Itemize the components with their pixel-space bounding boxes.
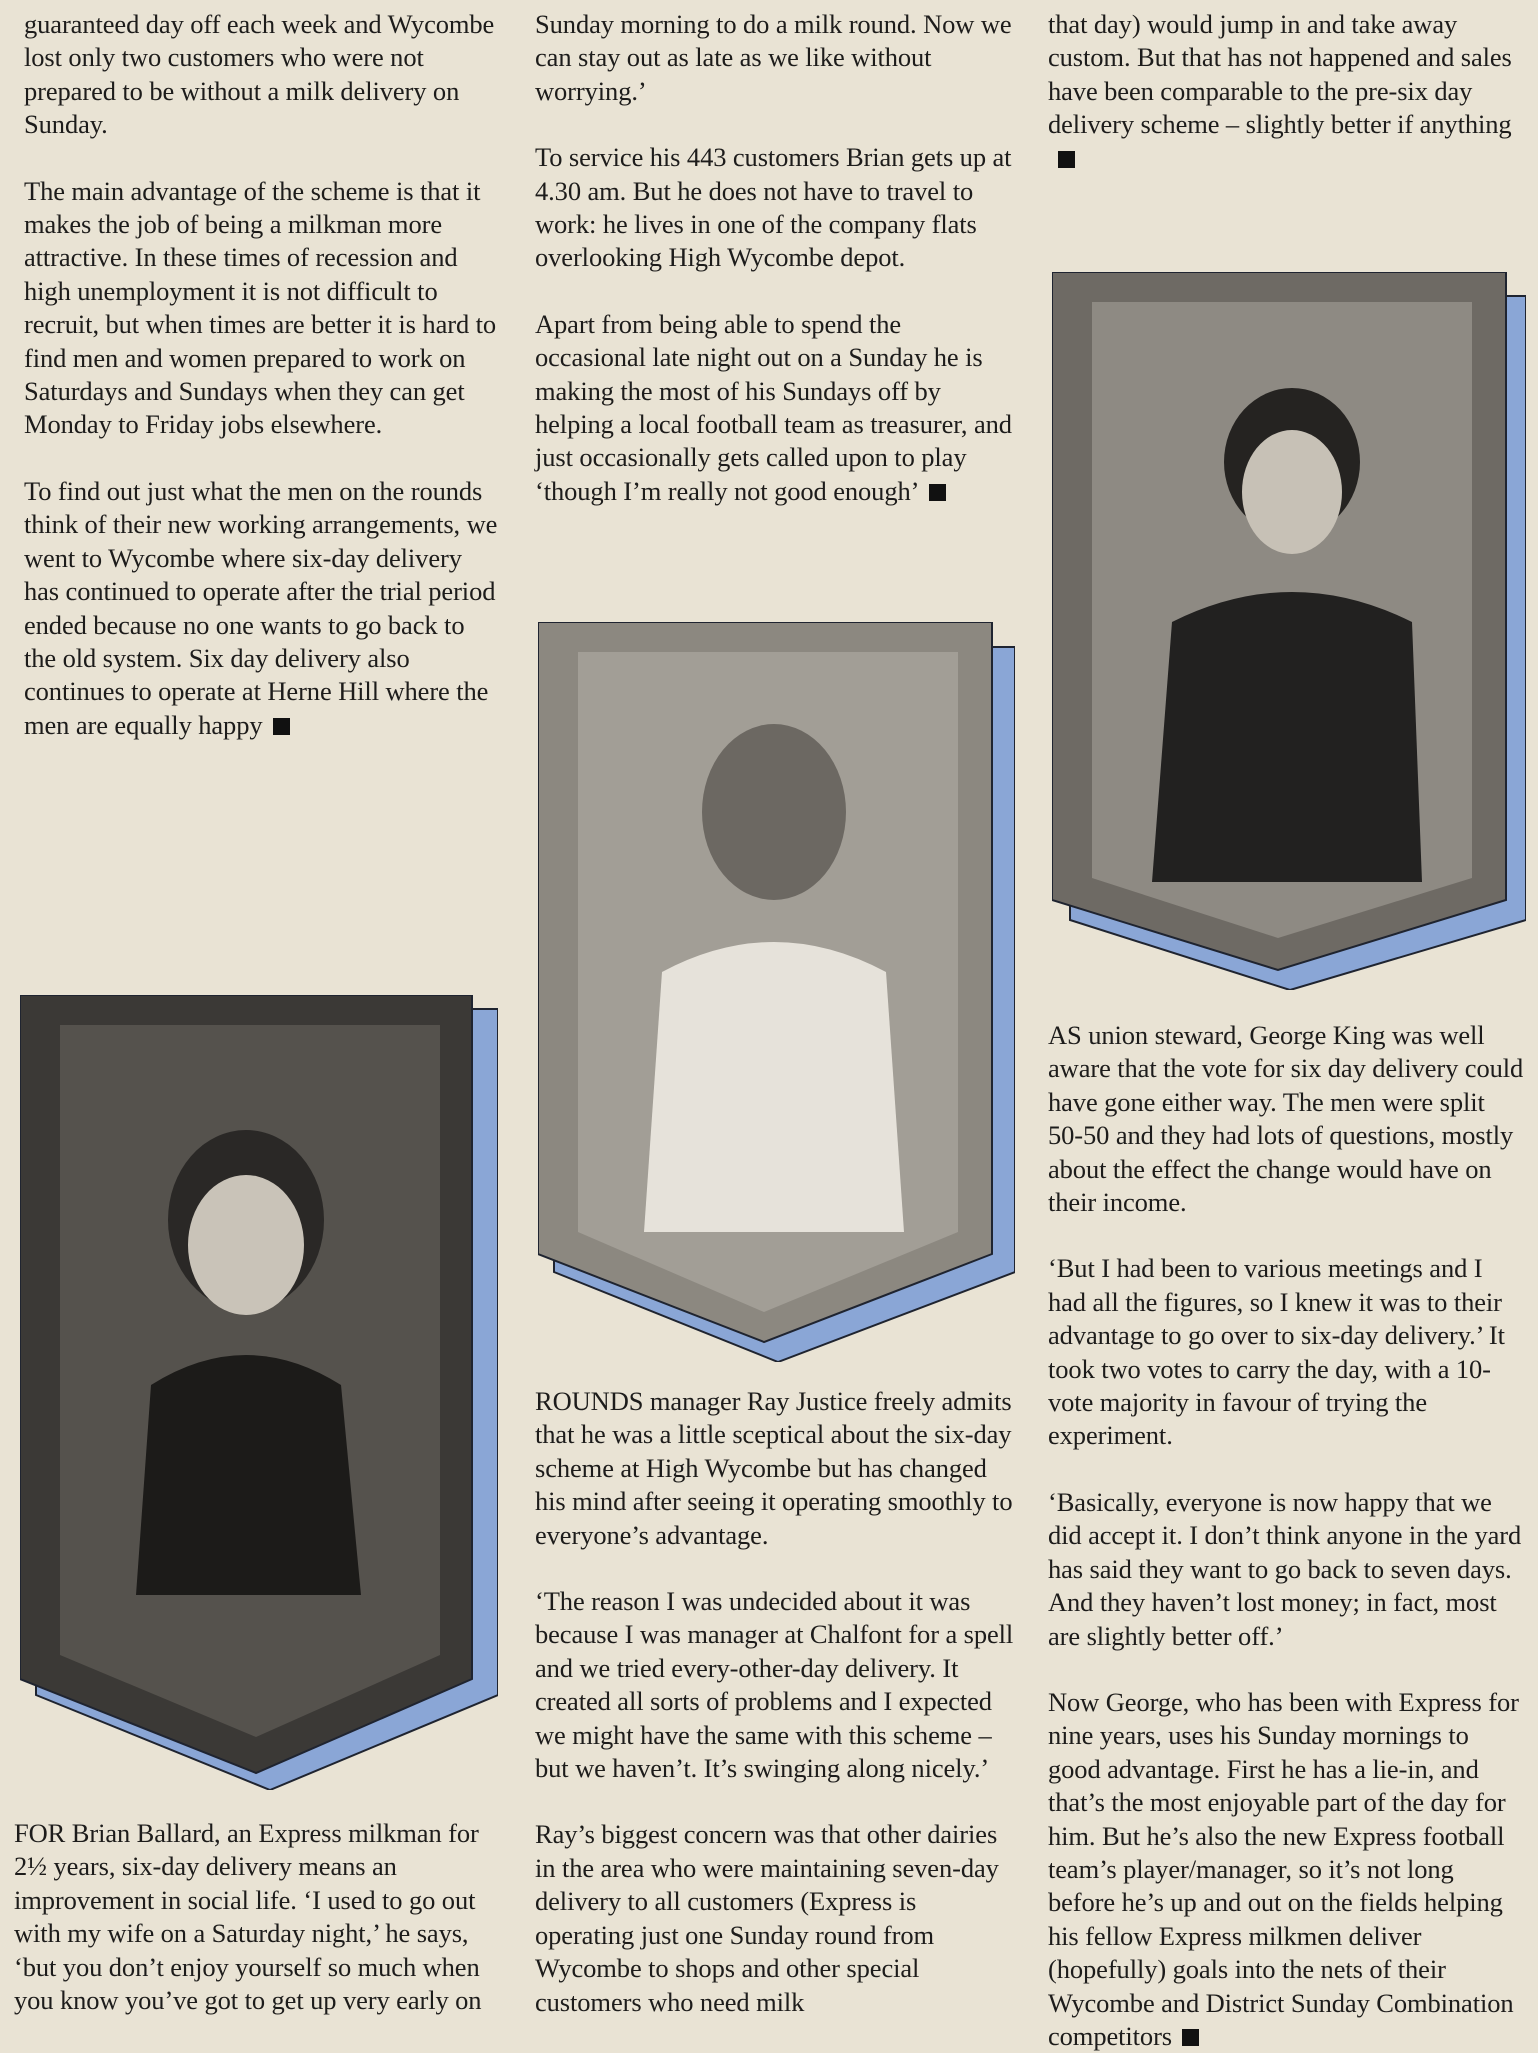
col2-paragraph-3: Apart from being able to spend the occasional late night out on a Sunday he is making the most of his Sundays off by helping a local football team as treasurer, and just occasionally gets called upon to play ‘though I’m really not good enough’ [535,308,1012,506]
col2-caption-ray-justice: ROUNDS manager Ray Justice freely admits that he was a little sceptical about the six-day scheme at High Wycombe but has changed his mind after seeing it operating smoothly to everyone’s advantage. [535,1386,1013,1550]
person-photo-icon [116,1125,376,1605]
col2-paragraph-5: Ray’s biggest concern was that other dairies in the area who were maintaining seven-day delivery to all customers (Express is operating just one Sunday round from Wycombe to shops and other special customers who need milk [535,1819,999,2017]
column-1 [24,8,502,742]
end-of-article-mark-icon [1058,151,1075,168]
end-of-article-mark-icon [273,718,290,735]
col2-paragraph-1: Sunday morning to do a milk round. Now we can stay out as late as we like without worrying.’ [535,9,1012,106]
photo-ray-justice [538,622,1015,1362]
end-of-article-mark-icon [929,484,946,501]
column-3-top [1048,8,1526,175]
col1-paragraph-2: The main advantage of the scheme is that it makes the job of being a milkman more attractive. In these times of recession and high unemployment it is not difficult to recruit, but when times are better it is hard to find men and women prepared to work on Saturdays and Sundays when they can get Monday to Friday jobs elsewhere. [24,175,497,440]
column-1-bottom [14,1817,502,2017]
col3-paragraph-1: that day) would jump in and take away custom. But that has not happened and sales have been comparable to the pre-six day delivery scheme – slightly better if anything [1048,8,1526,175]
col1-paragraph-1: guaranteed day off each week and Wycombe lost only two customers who were not prepared to be without a milk delivery on Sunday. [24,9,495,140]
col2-paragraph-2: To service his 443 customers Brian gets up at 4.30 am. But he does not have to travel to work: he lives in one of the company flats overlooking High Wycombe depot. [535,142,1012,273]
col3-paragraph-2: ‘But I had been to various meetings and I had all the figures, so I knew it was to their advantage to go over to six-day delivery.’ It took two votes to carry the day, with a 10-vote majority in favour of trying the experiment. [1048,1253,1505,1451]
person-photo-icon [1132,372,1432,892]
column-2-bottom [535,1385,1015,2019]
col2-paragraph-4: ‘The reason I was undecided about it was because I was manager at Chalfont for a spell and we tried every-other-day delivery. It created all sorts of problems and I expected we might have the same with this scheme – but we haven’t. It’s swinging along nicely.’ [535,1586,1014,1784]
col3-paragraph-3: ‘Basically, everyone is now happy that we did accept it. I don’t think anyone in the yard has said they want to go back to seven days. And they haven’t lost money; in fact, most are slightly better off.’ [1048,1486,1522,1651]
person-photo-icon [634,682,914,1242]
column-2-top [535,8,1015,508]
column-3-bottom [1048,1019,1526,2053]
col3-caption-george-king: AS union steward, George King was well aware that the vote for six day delivery could have gone either way. The men were split 50-50 and they had lots of questions, mostly about the effect the change would have on their income. [1048,1020,1524,1218]
photo-george-king [1052,272,1526,990]
col3-paragraph-4: Now George, who has been with Express for nine years, uses his Sunday mornings to good advantage. First he has a lie-in, and that’s the most enjoyable part of the day for him. But he’s also the new Express football team’s player/manager, so it’s not long before he’s up and out on the fields helping his fellow Express milkmen deliver (hopefully) goals into the nets of their Wycombe and District Sunday Combination competitors [1048,1686,1519,2051]
photo-brian-ballard [20,995,498,1790]
col1-caption-brian-ballard: FOR Brian Ballard, an Express milkman for 2½ years, six-day delivery means an improvement in social life. ‘I used to go out with my wife on a Saturday night,’ he says, ‘but you don’t enjoy yourself so much when you know you’ve got to get up very early on [14,1818,482,2016]
col1-paragraph-3: To find out just what the men on the rounds think of their new working arrangements, we went to Wycombe where six-day delivery has continued to operate after the trial period ended because no one wants to go back to the old system. Six day delivery also continues to operate at Herne Hill where the men are equally happy [24,475,498,740]
end-of-article-mark-icon [1182,2029,1199,2046]
